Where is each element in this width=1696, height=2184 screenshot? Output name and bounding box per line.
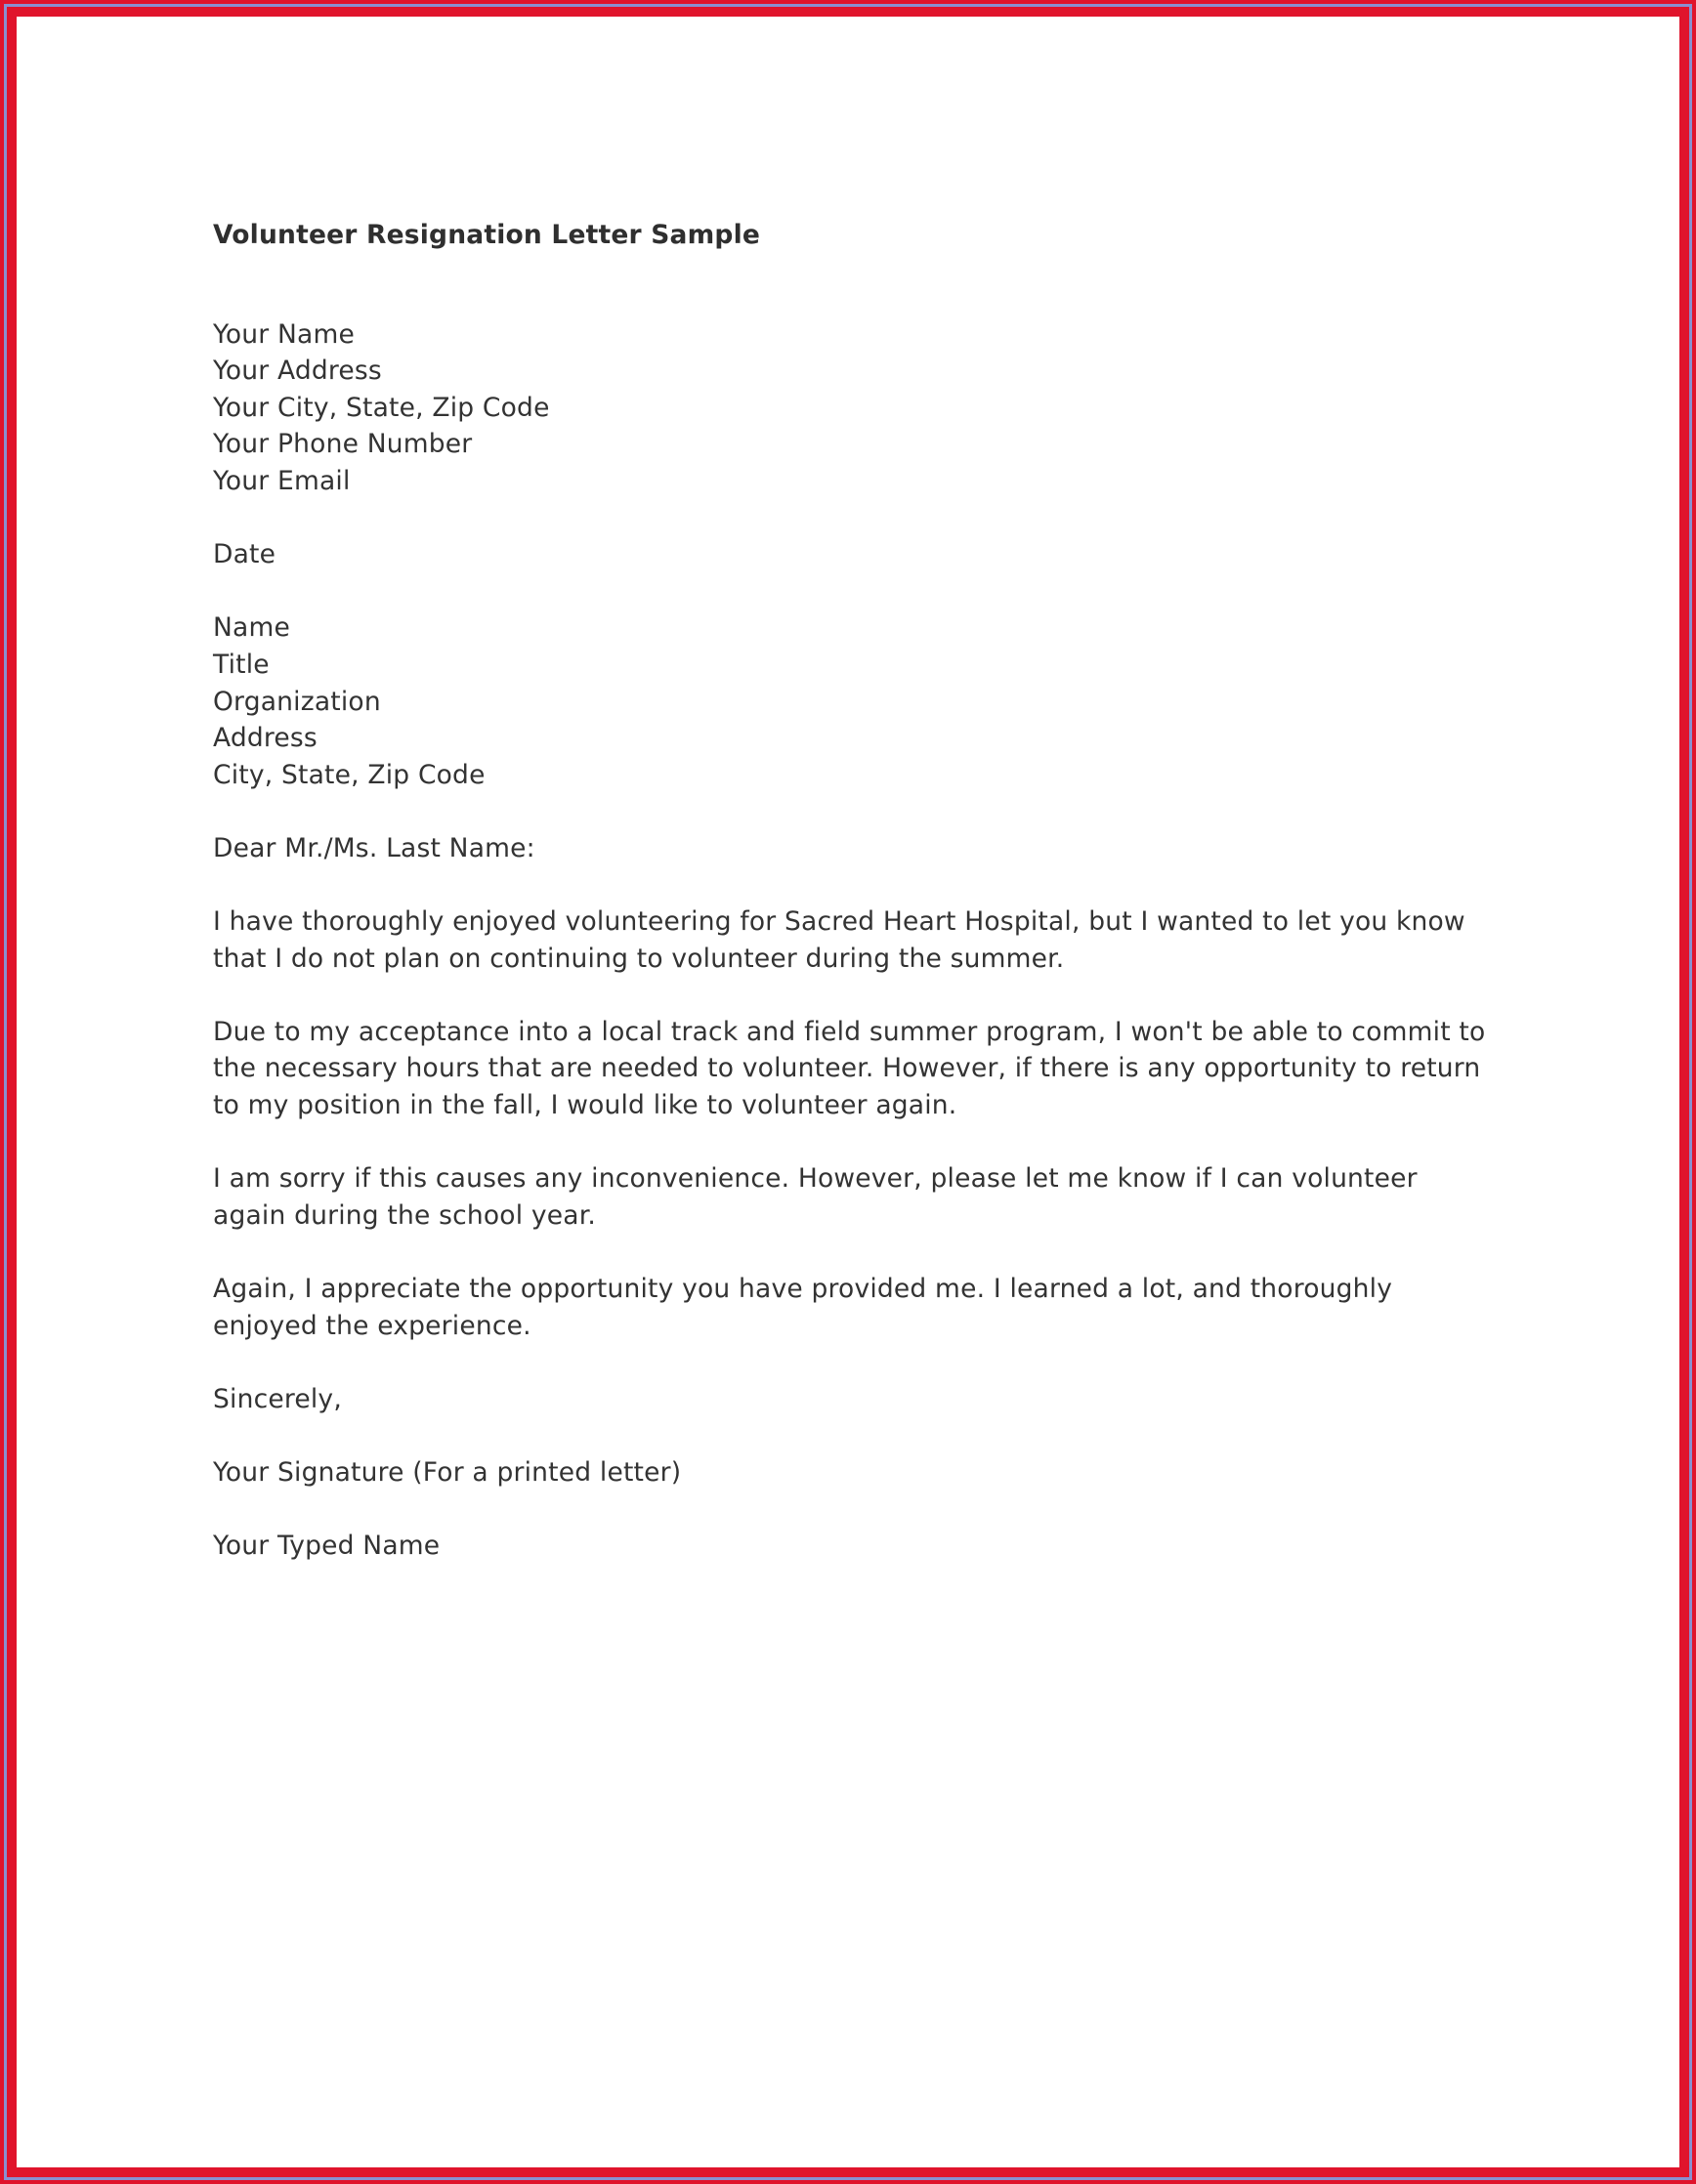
body-paragraph-3 — [213, 1160, 1542, 1234]
body-line: Again, I appreciate the opportunity you have provided me. I learned a lot, and thoroughly — [213, 1274, 1393, 1305]
recipient-name: Name — [213, 612, 290, 644]
sender-email: Your Email — [213, 465, 351, 496]
body-line: enjoyed the experience. — [213, 1310, 531, 1341]
recipient-address: Address — [213, 723, 318, 754]
sender-city-state-zip: Your City, State, Zip Code — [213, 392, 550, 423]
body-paragraph-1 — [213, 903, 1542, 977]
recipient-title: Title — [213, 649, 270, 680]
sender-phone: Your Phone Number — [213, 429, 473, 460]
sender-address: Your Address — [213, 356, 382, 387]
signature-line: Your Signature (For a printed letter) — [213, 1457, 682, 1488]
body-line: the necessary hours that are needed to volunteer. However, if there is any opportunity to return — [213, 1053, 1481, 1084]
sender-name: Your Name — [213, 318, 355, 350]
body-line: Due to my acceptance into a local track and field summer program, I won't be able to commit to — [213, 1016, 1486, 1047]
recipient-city-state-zip: City, State, Zip Code — [213, 759, 486, 790]
letter-page — [213, 217, 1542, 1565]
body-line: I have thoroughly enjoyed volunteering for Sacred Heart Hospital, but I wanted to let you know — [213, 906, 1465, 938]
body-line: that I do not plan on continuing to volunteer during the summer. — [213, 943, 1065, 974]
recipient-block — [213, 609, 1542, 793]
salutation: Dear Mr./Ms. Last Name: — [213, 832, 535, 863]
sender-block — [213, 316, 1542, 500]
body-paragraph-4 — [213, 1271, 1542, 1344]
typed-name: Your Typed Name — [213, 1531, 441, 1562]
letter-title: Volunteer Resignation Letter Sample — [213, 220, 761, 250]
recipient-organization: Organization — [213, 686, 381, 717]
body-line: to my position in the fall, I would like to volunteer again. — [213, 1090, 957, 1121]
closing: Sincerely, — [213, 1383, 342, 1414]
letter-date: Date — [213, 539, 276, 570]
body-paragraph-2 — [213, 1014, 1542, 1124]
body-line: I am sorry if this causes any inconvenience. However, please let me know if I can volunteer — [213, 1163, 1418, 1195]
body-line: again during the school year. — [213, 1199, 597, 1231]
